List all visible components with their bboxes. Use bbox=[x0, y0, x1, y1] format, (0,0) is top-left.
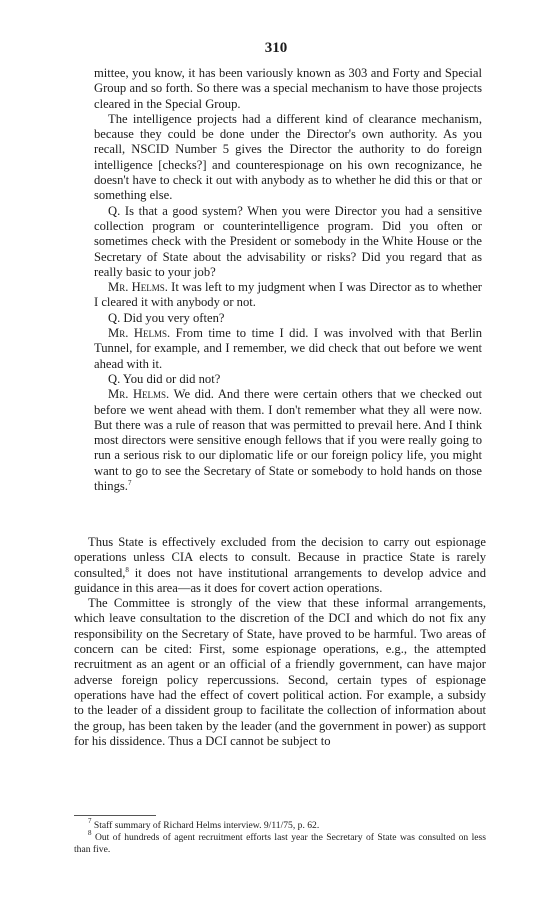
footnote bbox=[74, 829, 486, 856]
quote-paragraph: mittee, you know, it has been variously known as 303 and Forty and Special Group and so forth. So there was a special mechanism to have those projects cleared in the Special Group. bbox=[94, 66, 482, 111]
quote-paragraph: The intelligence projects had a different kind of clearance mechanism, because they could be done under the Director's own authority. As you recall, NSCID Number 5 gives the Director the authority to do foreign intelligence [checks?] and counterespionage on his own recognizance, he doesn't have to check it out with anybody as to whether he did this or that or something else. bbox=[94, 111, 482, 203]
body-text bbox=[74, 535, 486, 749]
quote-paragraph bbox=[94, 387, 482, 494]
footnote-number: 7 bbox=[88, 817, 92, 825]
footnotes bbox=[74, 817, 486, 856]
quote-text: We did. And there were certain others that we checked out before we went ahead with them. I don't remember what they all were now. But there was a rule of reason that was permitted to prevail here. And I think most directors were sensitive enough fellows that if you were really going to run a serious risk to our diplomatic life or our foreign policy life, you might want to go to see the Secretary of State or somebody to hold hands on those things. bbox=[94, 387, 482, 494]
body-paragraph bbox=[74, 535, 486, 596]
body-paragraph: The Committee is strongly of the view that these informal arrangements, which leave consultation to the discretion of the DCI and which do not fix any responsibility on the Secretary of State, have proved to be harmful. Two areas of concern can be cited: First, some espionage operations, e.g., the attempted recruitment as an agent or an official of a friendly government, can have major adverse foreign policy repercussions. Second, certain types of espionage operations have had the effect of covert political action. For example, a subsidy to the leader of a dissident group to facilitate the collection of information about the group, has been taken by the leader (and the government in power) as support for his dissidence. Thus a DCI cannot be subject to bbox=[74, 596, 486, 748]
quote-paragraph: Q. You did or did not? bbox=[108, 371, 221, 386]
footnote-text: Out of hundreds of agent recruitment efforts last year the Secretary of State was consulted on less than five. bbox=[74, 832, 486, 855]
body-text-span: Thus State is effectively excluded from the decision to carry out espionage operations unless CIA elects to consult. Because in practice State is rarely consulted, bbox=[74, 535, 486, 580]
speaker-name: Mr. Helms. bbox=[108, 387, 170, 402]
page-number: 310 bbox=[264, 40, 288, 56]
quote-paragraph: Q. Is that a good system? When you were Director you had a sensitive collection program or counterintelligence program. Did you often or sometimes check with the President or somebody in the White House or the Secretary of State about the advisability or risks? Did you regard that as really basic to your job? bbox=[94, 203, 482, 279]
speaker-name: Mr. Helms. bbox=[108, 326, 171, 341]
footnote-number: 8 bbox=[88, 829, 92, 837]
speaker-name: Mr. Helms. bbox=[108, 280, 168, 295]
quote-text: It was left to my judgment when I was Director as to whether I cleared it with anybody or not. bbox=[94, 280, 482, 310]
quote-paragraph bbox=[94, 280, 482, 311]
footnote-ref: 8 bbox=[125, 565, 129, 574]
footnote-ref: 7 bbox=[127, 479, 132, 488]
footnote bbox=[74, 817, 486, 832]
quote-paragraph bbox=[94, 326, 482, 372]
interview-quote-block bbox=[94, 66, 482, 494]
quote-paragraph: Q. Did you very often? bbox=[108, 310, 225, 325]
quote-text: From time to time I did. I was involved with that Berlin Tunnel, for example, and I remember, we did check that out before we went ahead with it. bbox=[94, 326, 482, 371]
body-text-span: it does not have institutional arrangements to develop advice and guidance in this area—as it does for covert action operations. bbox=[74, 565, 486, 595]
footnote-text: Staff summary of Richard Helms interview. 9/11/75, p. 62. bbox=[93, 820, 320, 831]
footnote-divider bbox=[74, 815, 156, 816]
